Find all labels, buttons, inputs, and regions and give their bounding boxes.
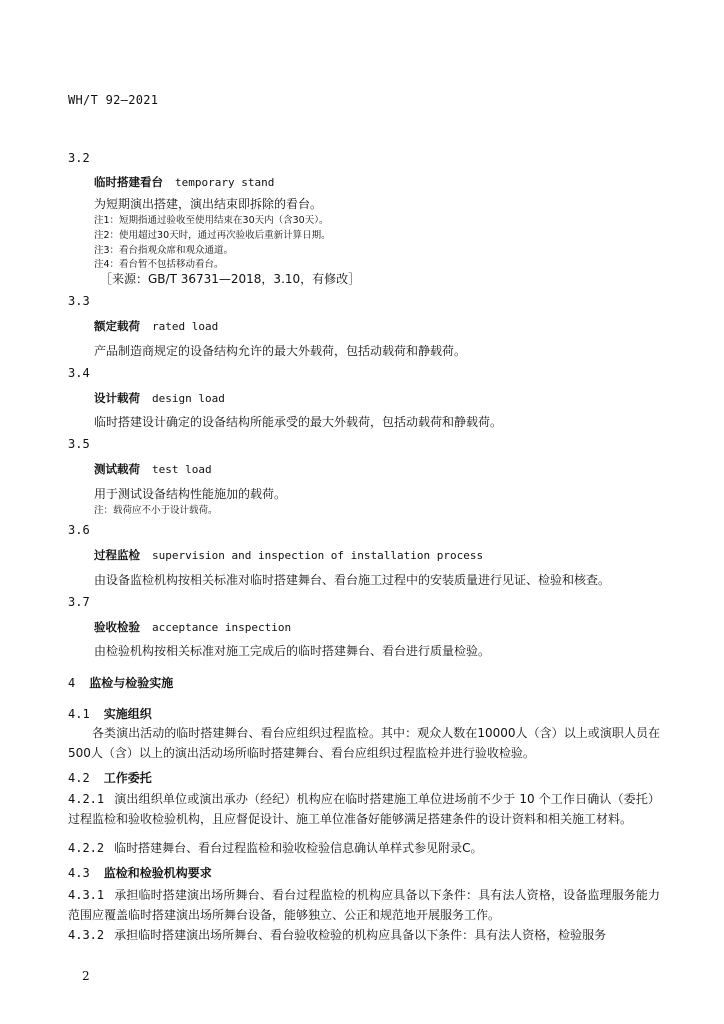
subsection-title: 实施组织 — [103, 707, 152, 721]
term-note: 注2：使用超过30天时，通过再次验收后重新计算日期。 — [94, 230, 331, 241]
term-zh: 测试载荷 — [94, 462, 140, 476]
clause-text: 演出组织单位或演出承办（经纪）机构应在临时搭建施工单位进场前不少于 10 个工作日确认（委托）过程监检和验收检验机构，且应督促设计、施工单位准备好能够满足搭建条件的设计资料和相关施工材料。 — [68, 792, 660, 826]
term-heading — [94, 619, 291, 635]
clause-text: 临时搭建舞台、看台过程监检和验收检验信息确认单样式参见附录C。 — [114, 841, 483, 855]
term-heading — [94, 390, 225, 406]
clause-number: 4.2.2 — [68, 841, 105, 855]
term-note: 注：载荷应不小于设计载荷。 — [94, 505, 218, 516]
term-heading — [94, 461, 212, 477]
term-zh: 过程监检 — [94, 548, 140, 562]
term-number: 3.7 — [68, 595, 90, 609]
term-zh: 临时搭建看台 — [94, 175, 163, 189]
subsection-number: 4.3 — [68, 866, 90, 880]
section-title: 监检与检验实施 — [89, 676, 174, 690]
term-heading — [94, 174, 274, 190]
term-definition: 由设备监检机构按相关标准对临时搭建舞台、看台施工过程中的安装质量进行见证、检验和核查。 — [94, 573, 611, 587]
term-definition: 为短期演出搭建，演出结束即拆除的看台。 — [94, 197, 323, 211]
term-definition: 产品制造商规定的设备结构允许的最大外载荷，包括动载荷和静载荷。 — [94, 344, 467, 358]
term-note: 注3：看台指观众席和观众通道。 — [94, 245, 234, 256]
term-number: 3.6 — [68, 523, 90, 537]
clause — [68, 925, 660, 945]
section-number: 4 — [68, 676, 76, 690]
term-note: 注4：看台暂不包括移动看台。 — [94, 259, 224, 270]
subsection-heading — [68, 769, 152, 786]
subsection-heading — [68, 864, 212, 881]
doc-code-header: WH/T 92—2021 — [68, 93, 159, 107]
subsection-title: 工作委托 — [103, 771, 152, 785]
term-number: 3.3 — [68, 294, 90, 308]
subsection-title: 监检和检验机构要求 — [103, 866, 212, 880]
subsection-number: 4.2 — [68, 771, 90, 785]
term-source: ［来源：GB/T 36731—2018，3.10，有修改］ — [100, 272, 361, 286]
term-zh: 设计载荷 — [94, 391, 140, 405]
term-en: test load — [152, 463, 212, 476]
subsection-heading — [68, 705, 152, 722]
term-en: temporary stand — [175, 176, 275, 189]
term-en: supervision and inspection of installation process — [152, 549, 484, 562]
paragraph: 各类演出活动的临时搭建舞台、看台应组织过程监检。其中：观众人数在10000人（含）以上或演职人员在500人（含）以上的演出活动场所临时搭建舞台、看台应组织过程监检并进行验收检验。 — [68, 726, 660, 760]
term-zh: 额定载荷 — [94, 319, 140, 333]
term-heading — [94, 547, 483, 563]
term-note: 注1：短期指通过验收至使用结束在30天内（含30天）。 — [94, 215, 329, 226]
term-en: acceptance inspection — [152, 621, 292, 634]
term-en: rated load — [152, 320, 219, 333]
clause-number: 4.2.1 — [68, 792, 105, 806]
section-heading — [68, 674, 173, 691]
term-zh: 验收检验 — [94, 620, 140, 634]
clause — [68, 789, 660, 829]
term-number: 3.5 — [68, 437, 90, 451]
page-number: 2 — [82, 969, 90, 983]
clause-number: 4.3.2 — [68, 928, 105, 942]
clause — [68, 885, 660, 925]
term-number: 3.2 — [68, 151, 90, 165]
subsection-number: 4.1 — [68, 707, 90, 721]
term-heading — [94, 318, 218, 334]
term-number: 3.4 — [68, 366, 90, 380]
term-definition: 由检验机构按相关标准对施工完成后的临时搭建舞台、看台进行质量检验。 — [94, 644, 491, 658]
clause-text: 承担临时搭建演出场所舞台、看台过程监检的机构应具备以下条件：具有法人资格，设备监理服务能力范围应覆盖临时搭建演出场所舞台设备，能够独立、公正和规范地开展服务工作。 — [68, 888, 660, 922]
term-definition: 用于测试设备结构性能施加的载荷。 — [94, 487, 287, 501]
clause-text: 承担临时搭建演出场所舞台、看台验收检验的机构应具备以下条件：具有法人资格，检验服务 — [114, 928, 607, 942]
clause-number: 4.3.1 — [68, 888, 105, 902]
term-definition: 临时搭建设计确定的设备结构所能承受的最大外载荷，包括动载荷和静载荷。 — [94, 415, 503, 429]
clause — [68, 838, 660, 858]
term-en: design load — [152, 392, 225, 405]
